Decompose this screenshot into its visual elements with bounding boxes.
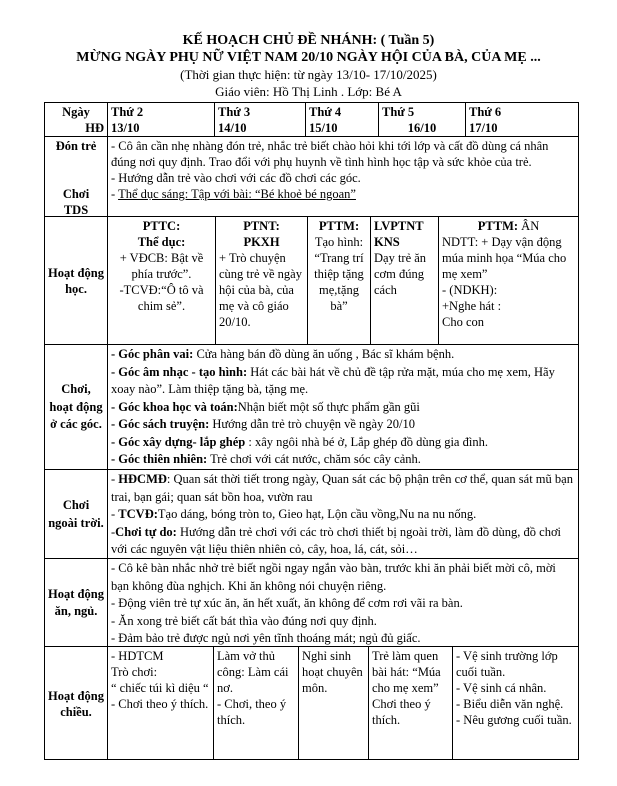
text-line — [382, 120, 462, 136]
text-run: Thứ 2 — [111, 105, 144, 119]
text-line — [48, 154, 104, 170]
text-run: 16/10 — [407, 121, 437, 135]
text-line — [111, 680, 210, 696]
text-line — [382, 104, 462, 120]
text-line — [48, 104, 104, 120]
text-line — [111, 218, 212, 234]
hoc-thu-4 — [308, 217, 371, 344]
text-run: 13/10 — [111, 121, 140, 135]
text-line — [442, 314, 575, 330]
text-line — [311, 250, 367, 314]
text-line — [111, 234, 212, 250]
text-line — [111, 170, 575, 186]
text-line — [372, 648, 449, 696]
text-line — [111, 250, 212, 282]
text-run: Ngày — [62, 105, 90, 119]
text-run: Hoạt động học. — [48, 266, 104, 296]
label-choi-ngoai-troi — [45, 470, 108, 558]
text-run: - — [111, 472, 119, 486]
text-run: PKXH — [243, 235, 280, 249]
text-run: Tạo hình: — [314, 235, 364, 249]
text-line — [111, 613, 575, 631]
text-run: - Cô ân cần nhẹ nhàng đón trẻ, nhắc trẻ biết chào hỏi khi tới lớp và cất đồ dùng cá nhân đúng nơi quy định. Trao đổi với phụ huynh về tình hình học tập và sức khỏe của trẻ. — [111, 139, 549, 169]
label-choi-goc — [45, 345, 108, 469]
text-run: + VĐCB: Bật về phía trước”. — [119, 251, 204, 281]
text-run: - Góc thiên nhiên: — [111, 452, 208, 466]
document-header — [0, 0, 617, 100]
text-line — [442, 282, 575, 298]
text-line — [456, 680, 575, 696]
text-run: + Trò chuyện cùng trẻ về ngày hội của bà, của mẹ và cô giáo 20/10. — [219, 251, 302, 329]
text-run: Chơi, hoạt động ở các góc. — [49, 382, 103, 432]
text-run: - Chơi theo ý thích. — [111, 697, 209, 711]
text-line — [469, 104, 575, 120]
text-run: Đón trẻ — [55, 139, 97, 153]
text-run: - Góc sách truyện: — [111, 417, 210, 431]
text-line — [456, 696, 575, 712]
label-don-tre-choi-tds — [45, 137, 108, 216]
text-run: - Ăn xong trẻ biết cất bát thìa vào đúng nơi quy định. — [111, 613, 377, 628]
text-run: PTTC: — [142, 219, 181, 233]
hoc-thu-2 — [108, 217, 216, 344]
text-line — [456, 712, 575, 728]
text-run: - Góc âm nhạc - tạo hình: — [111, 364, 248, 379]
text-line — [111, 282, 212, 314]
document-teacher-class: Giáo viên: Hồ Thị Linh . Lớp: Bé A — [215, 84, 402, 99]
text-run: - Góc phân vai: — [111, 347, 194, 361]
text-run: Hoạt động chiều. — [48, 688, 104, 719]
text-line — [111, 664, 210, 680]
hoc-thu-5 — [371, 217, 439, 344]
chieu-thu-4 — [299, 647, 369, 759]
chieu-thu-3 — [214, 647, 299, 759]
text-line — [456, 648, 575, 680]
row-choi-hoat-dong-goc — [45, 345, 578, 470]
text-line — [469, 120, 575, 136]
text-line — [48, 381, 104, 434]
text-run: Thứ 4 — [309, 105, 342, 119]
text-run: : xây ngôi nhà bé ở, Lắp ghép đồ dùng gia đình. — [245, 434, 488, 449]
text-line — [111, 648, 210, 664]
text-run: Thứ 5 — [382, 105, 415, 119]
weekly-schedule-table — [44, 102, 579, 760]
chieu-thu-2 — [108, 647, 214, 759]
header-cell-thu-2 — [108, 103, 215, 136]
header-cell-thu-5 — [379, 103, 466, 136]
row-don-tre-choi-tds — [45, 137, 578, 217]
text-line — [111, 120, 211, 136]
content-ngoai-troi — [108, 470, 578, 558]
text-run: Chơi theo ý thích. — [372, 697, 431, 727]
text-run: Thứ 3 — [218, 105, 251, 119]
text-run: - Chơi, theo ý thích. — [217, 697, 287, 727]
text-run: PTNT: — [243, 219, 280, 233]
text-line — [48, 586, 104, 621]
text-run: Thể dục: — [137, 235, 186, 249]
text-line — [111, 560, 575, 595]
text-line — [309, 120, 375, 136]
text-run: Hoạt động ăn, ngủ. — [48, 586, 104, 618]
text-run: Cho con — [442, 315, 485, 329]
text-line — [111, 416, 575, 434]
text-run: 15/10 — [309, 121, 338, 135]
text-line — [48, 138, 104, 154]
text-run: Nghỉ sinh hoạt chuyên môn. — [302, 649, 363, 695]
text-line — [219, 234, 304, 250]
text-run: - — [111, 187, 119, 201]
text-line — [374, 250, 435, 298]
text-run: : Quan sát thời tiết trong ngày, Quan sát các bộ phận trên cơ thể, quan sát mũ bạn trai, bạn gái; quan sát bồn hoa, vườn rau — [111, 472, 573, 504]
text-run: - Vệ sinh trường lớp cuối tuần. — [456, 649, 558, 679]
text-run: Nhận biết một số thực phẩm gần gũi — [237, 399, 420, 414]
text-line — [111, 346, 575, 364]
content-don-tre — [108, 137, 578, 216]
text-run: PTTM: — [318, 219, 360, 233]
text-run: - Nêu gương cuối tuần. — [456, 713, 572, 727]
text-run: HĐCMĐ — [118, 472, 167, 486]
text-line — [111, 138, 575, 170]
text-line — [111, 434, 575, 452]
text-line — [48, 265, 104, 297]
text-run: - Góc khoa học và toán: — [111, 399, 238, 414]
text-run: Trẻ chơi với cát nước, chăm sóc cây cảnh. — [207, 452, 421, 466]
text-run: Trẻ làm quen bài hát: “Múa cho mẹ xem” — [372, 649, 441, 695]
text-run: ÂN — [518, 219, 540, 233]
text-line — [219, 218, 304, 234]
text-run: Dạy trẻ ăn cơm đúng cách — [374, 251, 427, 297]
text-run: - — [111, 507, 119, 521]
text-run: Làm vở thủ công: Làm cái nơ. — [217, 649, 289, 695]
text-line — [372, 696, 449, 728]
text-run: -TCVĐ:“Ô tô và chim sẻ”. — [119, 283, 204, 313]
row-choi-ngoai-troi — [45, 470, 578, 559]
text-line — [48, 688, 104, 720]
text-line — [111, 104, 211, 120]
text-line — [48, 120, 104, 136]
text-run: TCVĐ: — [118, 507, 158, 521]
header-row — [45, 103, 578, 137]
row-hoat-dong-an-ngu — [45, 559, 578, 647]
text-run: KNS — [374, 235, 400, 249]
text-run: Chơi — [62, 187, 90, 201]
text-line — [217, 648, 295, 696]
header-cell-thu-4 — [306, 103, 379, 136]
text-run: 17/10 — [469, 121, 498, 135]
text-line — [374, 218, 435, 234]
document-time-range: (Thời gian thực hiện: từ ngày 13/10- 17/10/2025) — [180, 67, 437, 82]
hoc-thu-6 — [439, 217, 578, 344]
text-line — [442, 298, 575, 314]
text-line — [48, 202, 104, 216]
text-run: - Đảm bảo trẻ được ngủ nơi yên tĩnh thoáng mát; ngủ đủ giấc. — [111, 631, 421, 645]
text-line — [48, 186, 104, 202]
text-run: 14/10 — [218, 121, 247, 135]
text-run: +Nghe hát : — [442, 299, 502, 313]
text-run: - Vệ sinh cá nhân. — [456, 681, 547, 695]
text-run: Tạo dáng, bóng tròn to, Gieo hạt, Lộn cầu vồng,Nu na nu nống. — [157, 507, 477, 521]
text-run: - Cô kê bàn nhắc nhở trẻ biết ngồi ngay ngắn vào bàn, trước khi ăn phải biết mời cô, mời bạn không đùa nghịch. Khi ăn không nói chuyện riêng. — [111, 561, 556, 593]
text-line — [217, 696, 295, 728]
text-run: - Hướng dẫn trẻ vào chơi với các đồ chơi các góc. — [111, 171, 361, 185]
text-run: Cửa hàng bán đồ dùng ăn uống , Bác sĩ khám bệnh. — [193, 347, 455, 361]
chieu-thu-5 — [369, 647, 453, 759]
text-line — [309, 104, 375, 120]
text-run: Hướng dẫn trẻ trò chuyện về ngày 20/10 — [209, 417, 415, 431]
document-title-line-2: MỪNG NGÀY PHỤ NỮ VIỆT NAM 20/10 NGÀY HỘI CỦA BÀ, CỦA MẸ ... — [76, 50, 541, 65]
text-run: Thể dục sáng: Tập với bài: “Bé khoẻ bé ngoan” — [118, 187, 356, 201]
text-run: PTTM: — [477, 219, 519, 233]
text-line — [111, 186, 575, 202]
text-line — [111, 451, 575, 469]
row-hoat-dong-hoc — [45, 217, 578, 345]
text-run: NDTT: + Dạy vận động múa minh họa “Múa cho mẹ xem” — [442, 235, 567, 281]
text-run: - — [111, 524, 116, 539]
text-line — [111, 630, 575, 646]
text-line — [302, 648, 365, 696]
text-run: “ chiếc túi kì diệu “ — [111, 681, 209, 695]
document-title-line-1: KẾ HOẠCH CHỦ ĐỀ NHÁNH: ( Tuần 5) — [182, 33, 435, 48]
hoc-thu-3 — [216, 217, 308, 344]
text-run: Trò chơi: — [111, 665, 158, 679]
text-line — [111, 696, 210, 712]
text-run: - HDTCM — [111, 649, 164, 663]
text-line — [218, 104, 302, 120]
text-run: - Động viên trẻ tự xúc ăn, ăn hết xuất, ăn không để cơm rơi vãi ra bàn. — [111, 596, 463, 610]
text-run: HĐ — [85, 121, 104, 135]
text-run: TDS — [63, 203, 89, 216]
text-line — [311, 234, 367, 250]
text-line — [111, 595, 575, 613]
text-run: Thứ 6 — [469, 105, 502, 119]
text-run: - Biểu diễn văn nghệ. — [456, 697, 564, 711]
text-line — [111, 506, 575, 524]
text-run: Hướng dẫn trẻ chơi với các trò chơi thiết bị ngoài trời, làm đồ dùng, đồ chơi với các nguyên vật liệu thiên nhiên cỏ, cây, hoa, lá, cát, sỏi… — [111, 524, 562, 556]
header-cell-thu-6 — [466, 103, 578, 136]
text-line — [374, 234, 435, 250]
text-line — [48, 170, 104, 186]
label-chieu — [45, 647, 108, 759]
text-line — [111, 471, 575, 506]
text-run: LVPTNT — [374, 219, 424, 233]
text-line — [442, 218, 575, 234]
row-hoat-dong-chieu — [45, 647, 578, 759]
label-hoat-dong-hoc — [45, 217, 108, 344]
text-run: Hát các bài hát về chủ đề tập rửa mặt, múa cho mẹ xem, Hãy xoay nào”. Làm thiệp tặng bà, tặng mẹ. — [111, 364, 555, 396]
text-line — [111, 524, 575, 559]
text-run: Chơi ngoài trời. — [48, 498, 104, 530]
text-line — [218, 120, 302, 136]
text-line — [442, 234, 575, 282]
text-run: “Trang trí thiệp tặng mẹ,tặng bà” — [314, 251, 364, 313]
text-line — [111, 364, 575, 399]
text-line — [48, 497, 104, 532]
content-an-ngu — [108, 559, 578, 646]
text-run: - (NDKH): — [442, 283, 498, 297]
content-goc — [108, 345, 578, 469]
header-cell-ngay-hd — [45, 103, 108, 136]
chieu-thu-6 — [453, 647, 578, 759]
text-run: - Góc xây dựng- lắp ghép — [111, 434, 246, 449]
label-an-ngu — [45, 559, 108, 646]
text-line — [311, 218, 367, 234]
text-line — [219, 250, 304, 330]
header-cell-thu-3 — [215, 103, 306, 136]
text-run: Chơi tự do: — [115, 524, 177, 539]
text-line — [111, 399, 575, 417]
